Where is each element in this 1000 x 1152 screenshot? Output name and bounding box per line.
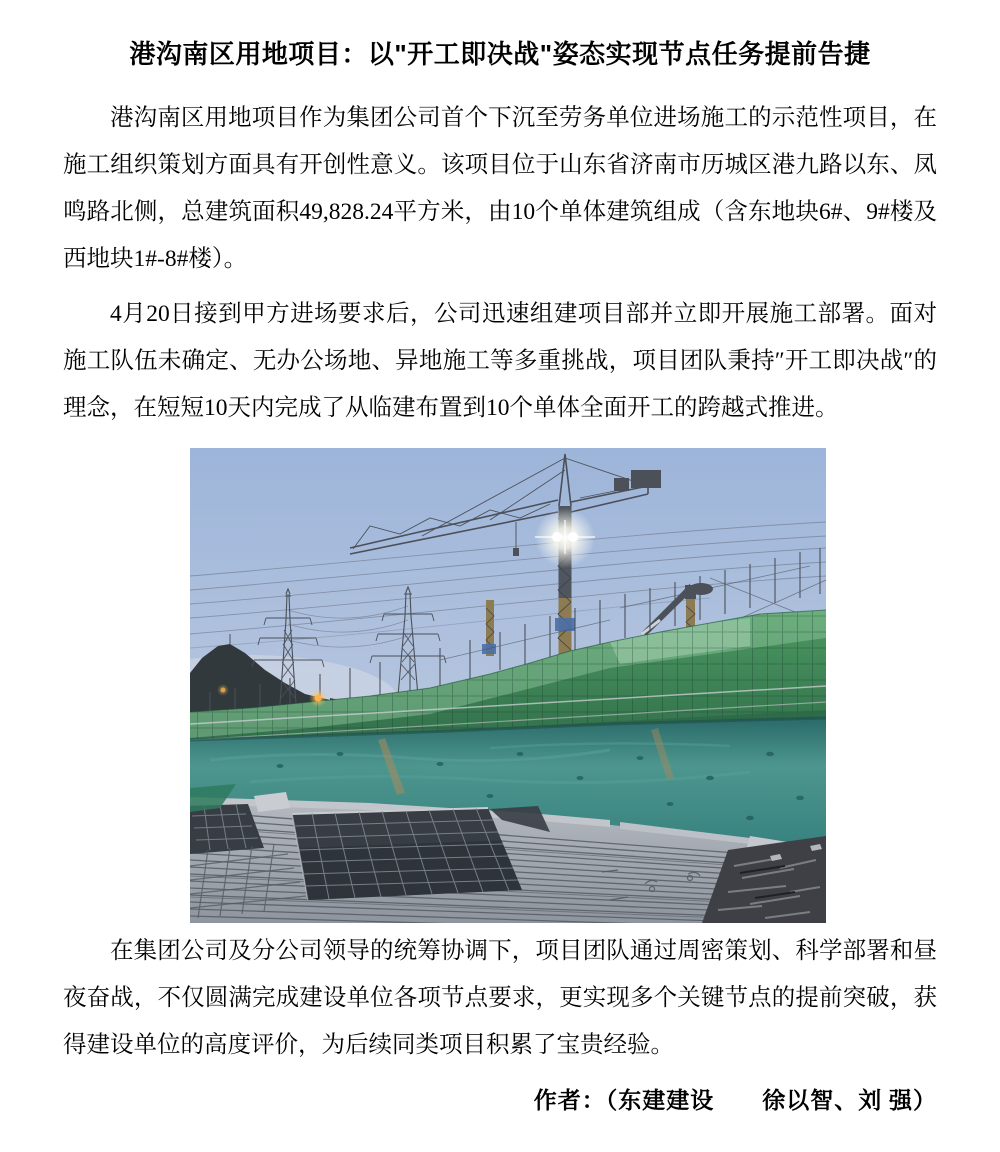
construction-site-photo bbox=[190, 448, 826, 923]
paragraph-2: 4月20日接到甲方进场要求后，公司迅速组建项目部并立即开展施工部署。面对施工队伍未确定、无办公场地、异地施工等多重挑战，项目团队秉持″开工即决战″的理念，在短短10天内完成了从临建布置到10个单体全面开工的跨越式推进。 bbox=[63, 301, 937, 421]
article-title: 港沟南区用地项目：以"开工即决战"姿态实现节点任务提前告捷 bbox=[129, 39, 871, 69]
author-line: 作者：（东建建设 徐以智、刘 强） bbox=[533, 1088, 937, 1113]
paragraph-1: 港沟南区用地项目作为集团公司首个下沉至劳务单位进场施工的示范性项目，在施工组织策划方面具有开创性意义。该项目位于山东省济南市历城区港九路以东、凤鸣路北侧，总建筑面积49,828.24平方米，由10个单体建筑组成（含东地块6#、9#楼及西地块1#-8#楼）。 bbox=[63, 105, 937, 272]
paragraph-3: 在集团公司及分公司领导的统筹协调下，项目团队通过周密策划、科学部署和昼夜奋战，不仅圆满完成建设单位各项节点要求，更实现多个关键节点的提前突破，获得建设单位的高度评价，为后续同类项目积累了宝贵经验。 bbox=[63, 938, 937, 1058]
construction-photo-art bbox=[190, 448, 826, 923]
